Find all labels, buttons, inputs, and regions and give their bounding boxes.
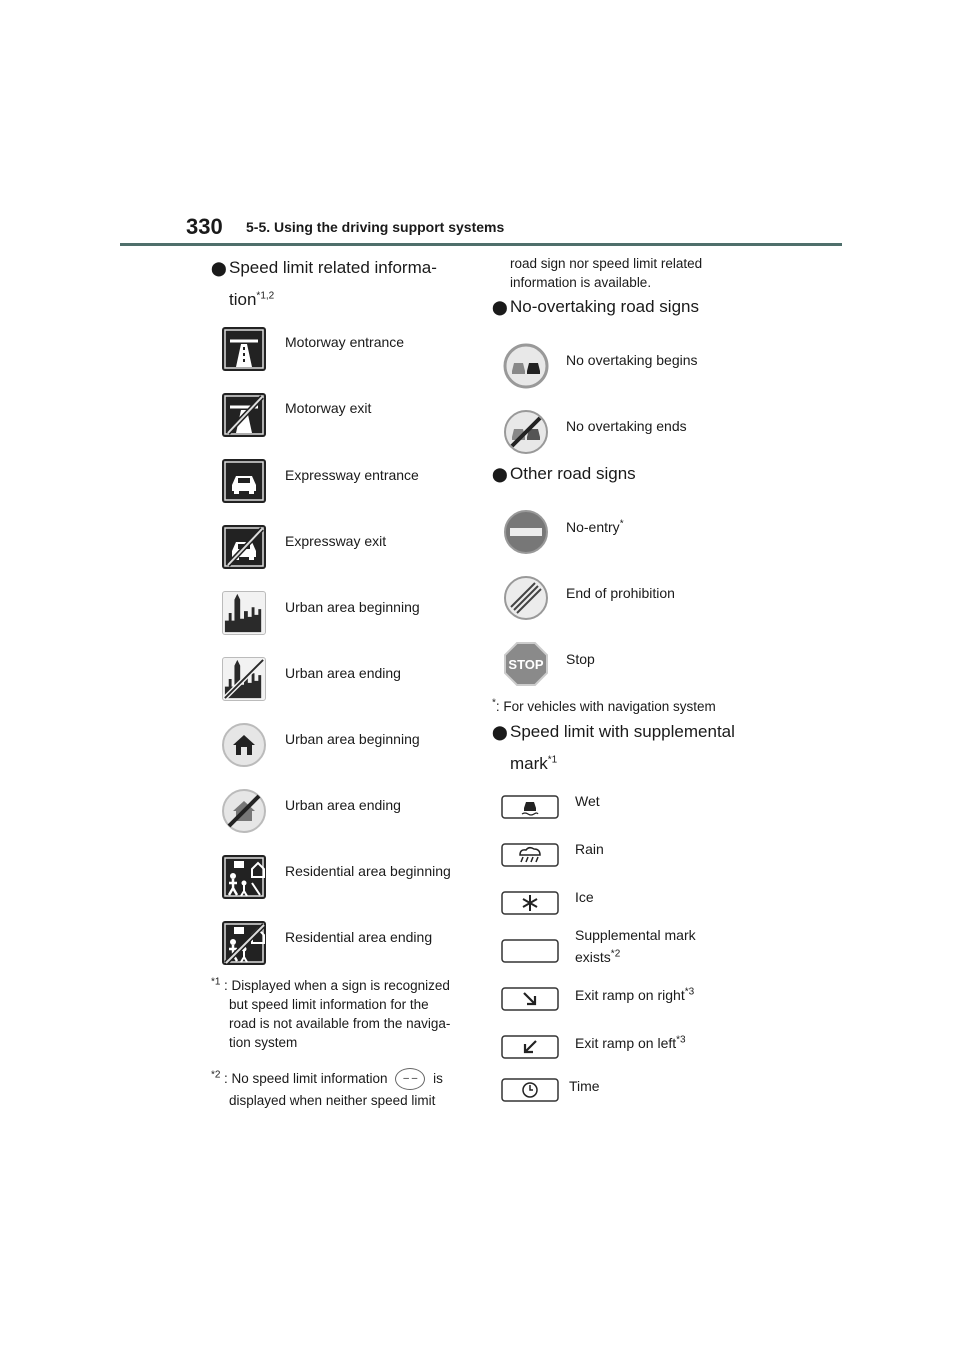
footnote-2: $^{*2}$ : No speed limit information – – is displayed when neither speed limit	[211, 1069, 443, 1109]
stop-sign-icon	[503, 641, 549, 687]
footnote-asterisk: *: For vehicles with navigation system	[492, 697, 716, 714]
row-label-expressway-entrance: Expressway entrance	[285, 467, 419, 483]
bullet-icon: ⬤	[211, 260, 227, 276]
row-label-exit-ramp-right: Exit ramp on right$^{*3}$	[575, 986, 695, 1003]
row-label-residential-area-ending: Residential area ending	[285, 929, 433, 945]
row-label-no-overtaking-ends: No overtaking ends	[566, 418, 687, 434]
residential-area-beginning-icon	[222, 855, 266, 899]
row-label-urban-area-beginning-house: Urban area beginning	[285, 731, 420, 747]
page-number: 330	[186, 214, 223, 239]
row-label-rain: Rain	[575, 841, 604, 857]
no-entry-icon	[503, 509, 549, 555]
bullet-icon: ⬤	[492, 724, 508, 740]
arrow-down-left-icon	[501, 1035, 557, 1057]
row-label-urban-area-ending: Urban area ending	[285, 665, 401, 681]
bullet-icon: ⬤	[492, 466, 508, 482]
row-label-motorway-entrance: Motorway entrance	[285, 334, 405, 350]
no-overtaking-begins-icon	[503, 343, 549, 389]
expressway-entrance-icon	[222, 459, 266, 503]
row-label-motorway-exit: Motorway exit	[285, 400, 372, 416]
no-speed-limit-info-icon: – –	[395, 1068, 425, 1090]
header-rule	[120, 243, 842, 246]
end-of-prohibition-icon	[503, 575, 549, 621]
row-label-expressway-exit: Expressway exit	[285, 533, 387, 549]
row-label-wet: Wet	[575, 793, 600, 809]
urban-area-ending-house-icon	[221, 788, 267, 834]
snowflake-icon	[501, 891, 557, 913]
heading-supplemental-mark: ⬤ Speed limit with supplemental mark$^{*1}$	[510, 716, 735, 780]
row-label-urban-area-beginning: Urban area beginning	[285, 599, 420, 615]
row-label-no-overtaking-begins: No overtaking begins	[566, 352, 698, 368]
clock-icon	[501, 1078, 557, 1100]
row-label-time: Time	[569, 1078, 600, 1094]
section-title: 5-5. Using the driving support systems	[246, 219, 505, 235]
footnote-2-continued: road sign nor speed limit related information is available.	[510, 256, 703, 290]
residential-area-ending-icon	[222, 921, 266, 965]
heading-speed-limit-info: ⬤ Speed limit related informa- tion$^{*1,2}$	[229, 252, 437, 316]
motorway-entrance-icon	[222, 327, 266, 371]
motorway-exit-icon	[222, 393, 266, 437]
row-label-urban-area-ending-house: Urban area ending	[285, 797, 401, 813]
urban-area-ending-icon	[222, 657, 266, 701]
row-label-stop: Stop	[566, 651, 595, 667]
wet-road-icon	[501, 795, 557, 817]
expressway-exit-icon	[222, 525, 266, 569]
footnote-1: $^{*1}$ : Displayed when a sign is recognized but speed limit information for the road is not available from the naviga- tion system	[211, 976, 451, 1050]
heading-other-signs: ⬤ Other road signs	[510, 458, 636, 490]
row-label-residential-area-beginning: Residential area beginning	[285, 863, 451, 879]
urban-area-beginning-icon	[222, 591, 266, 635]
arrow-down-right-icon	[501, 987, 557, 1009]
bullet-icon: ⬤	[492, 299, 508, 315]
svg-text:STOP: STOP	[508, 657, 544, 672]
urban-area-beginning-house-icon	[221, 722, 267, 768]
blank-supplemental-icon	[501, 939, 557, 961]
row-label-supplemental-mark-exists: Supplemental mark exists$^{*2}$	[575, 927, 696, 965]
rain-cloud-icon	[501, 843, 557, 865]
row-label-no-entry: No-entry*	[566, 518, 624, 535]
row-label-end-of-prohibition: End of prohibition	[566, 585, 675, 601]
no-overtaking-ends-icon	[503, 409, 549, 455]
row-label-exit-ramp-left: Exit ramp on left$^{*3}$	[575, 1034, 686, 1051]
heading-no-overtaking: ⬤ No-overtaking road signs	[510, 291, 699, 323]
row-label-ice: Ice	[575, 889, 594, 905]
